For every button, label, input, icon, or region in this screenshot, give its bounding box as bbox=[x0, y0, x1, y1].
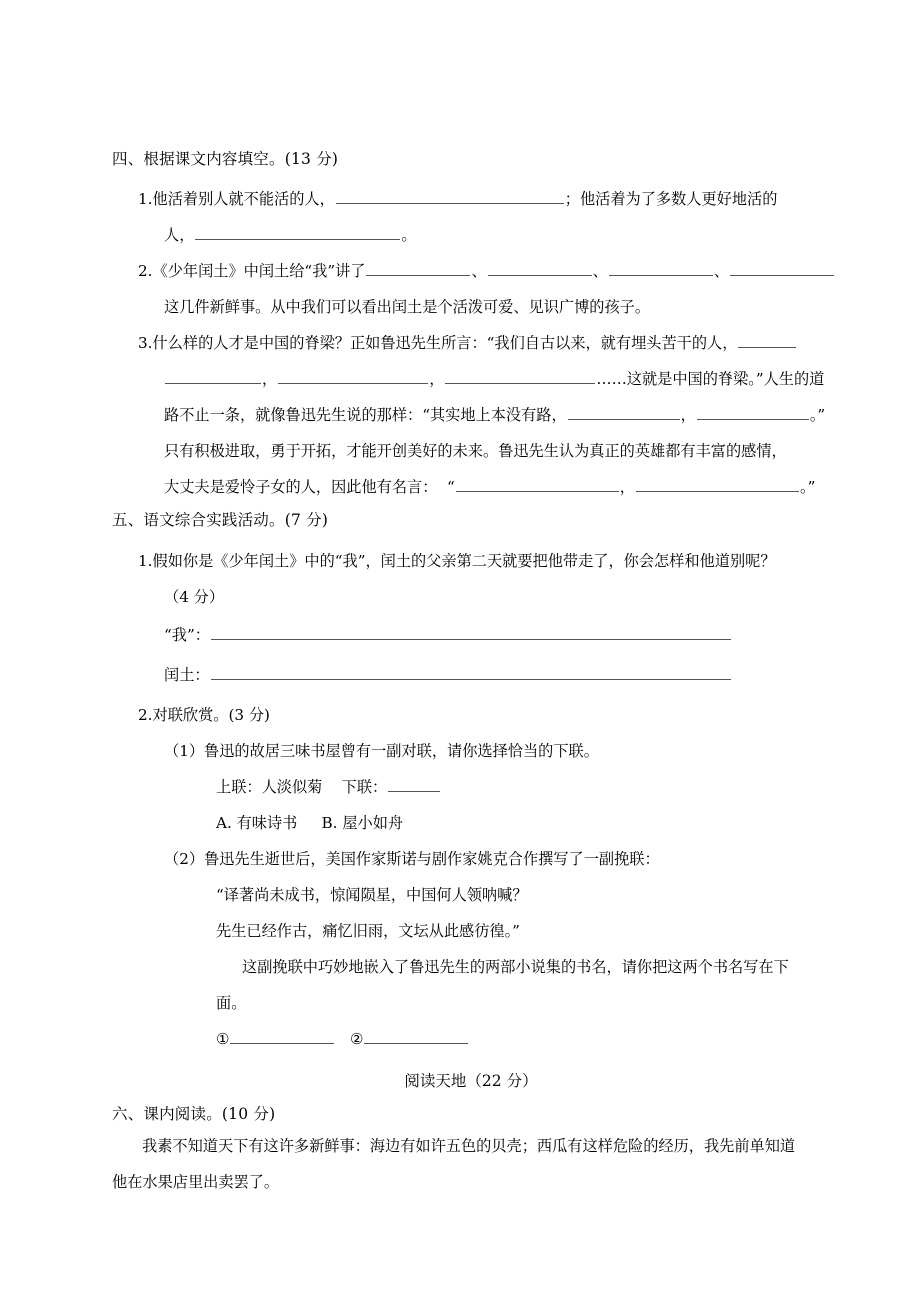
section5-answer-runtu bbox=[112, 655, 830, 695]
sub2-text: 鲁迅先生逝世后，美国作家斯诺与剧作家姚克合作撰写了一副挽联： bbox=[204, 849, 660, 868]
fill-blank[interactable] bbox=[336, 188, 564, 204]
fill-blank[interactable] bbox=[738, 332, 796, 348]
item2-number: 2. bbox=[138, 262, 153, 281]
fill-blank[interactable] bbox=[165, 368, 261, 384]
item3-text-c: 路不止一条，就像鲁迅先生说的那样：“其实地上本没有路， bbox=[164, 406, 567, 425]
sub2-instruction-line2: 面。 bbox=[216, 993, 247, 1012]
item3-number: 3. bbox=[138, 334, 153, 353]
item3-text-b: ……这就是中国的脊梁。”人生的道 bbox=[596, 370, 825, 389]
section4-item3-line5 bbox=[112, 469, 830, 505]
couplet-options-line bbox=[112, 805, 830, 841]
elegiac-couplet-line2: 先生已经作古，痛忆旧雨，文坛从此感彷徨。” bbox=[216, 921, 520, 940]
section4-item1-line2 bbox=[112, 217, 830, 253]
section-6-heading: 六、课内阅读。(10 分) bbox=[112, 1104, 276, 1123]
item3-sep-4: ， bbox=[619, 478, 635, 497]
fill-blank[interactable] bbox=[366, 260, 470, 276]
item3-sep-2: ， bbox=[429, 370, 445, 389]
item1-text-a: 他活着别人就不能活的人， bbox=[152, 190, 335, 209]
item2-text-a: 《少年闰土》中闰土给“我”讲了 bbox=[152, 262, 366, 281]
section4-item3-line2 bbox=[112, 361, 830, 397]
sub1-text: 鲁迅的故居三味书屋曾有一副对联，请你选择恰当的下联。 bbox=[204, 741, 599, 760]
section5-item1-line1 bbox=[112, 543, 830, 579]
section5-item2-title bbox=[112, 697, 830, 733]
fill-blank[interactable] bbox=[456, 476, 619, 492]
book-title-answer-line bbox=[112, 1021, 830, 1057]
section4-item2-line2: 这几件新鲜事。从中我们可以看出闰土是个活泼可爱、见识广博的孩子。 bbox=[164, 298, 650, 317]
fill-blank[interactable] bbox=[568, 404, 680, 420]
s5-item1-number: 1. bbox=[138, 551, 153, 570]
section-5-heading: 五、语文综合实践活动。(7 分) bbox=[112, 511, 329, 530]
item2-sep-2: 、 bbox=[592, 262, 608, 281]
answer-label-runtu: 闰土： bbox=[164, 665, 210, 684]
fill-blank[interactable] bbox=[445, 368, 595, 384]
item3-sep-3: ， bbox=[680, 406, 696, 425]
book-title-blank-1[interactable] bbox=[230, 1028, 334, 1044]
s5-item2-number: 2. bbox=[138, 705, 153, 724]
couplet-choice-line bbox=[112, 769, 830, 805]
answer-blank[interactable] bbox=[211, 624, 731, 640]
item3-sep-1: ， bbox=[262, 370, 278, 389]
item3-text-e: 大丈夫是爱怜子女的人，因此他有名言： bbox=[164, 478, 438, 497]
reading-passage-line2: 他在水果店里出卖罢了。 bbox=[112, 1172, 280, 1191]
sub2-label: （2） bbox=[164, 849, 205, 868]
option-b[interactable]: B. 屋小如舟 bbox=[321, 813, 404, 832]
item3-text-d: 。” bbox=[809, 406, 826, 425]
elegiac-couplet-line1: “译著尚未成书，惊闻陨星，中国何人领呐喊？ bbox=[216, 885, 528, 904]
section4-item3-line4: 只有积极进取，勇于开拓，才能开创美好的未来。鲁迅先生认为真正的英雄都有丰富的感情， bbox=[164, 442, 787, 461]
item1-text-b: ；他活着为了多数人更好地活的 bbox=[564, 190, 778, 209]
shanglian-text: 上联：人淡似菊 bbox=[216, 777, 323, 796]
circled-number-2: ② bbox=[349, 1029, 364, 1048]
option-a[interactable]: A. 有味诗书 bbox=[216, 813, 298, 832]
section-4-heading: 四、根据课文内容填空。(13 分) bbox=[112, 150, 339, 168]
section5-sub1-line bbox=[112, 733, 830, 769]
item2-sep-3: 、 bbox=[713, 262, 730, 281]
s5-item2-text: 对联欣赏。(3 分) bbox=[152, 705, 270, 724]
sub2-instruction-line1: 这副挽联中巧妙地嵌入了鲁迅先生的两部小说集的书名，请你把这两个书名写在下 bbox=[242, 957, 789, 976]
xialian-blank[interactable] bbox=[388, 776, 440, 792]
section5-answer-wo bbox=[112, 615, 830, 655]
item3-text-f: 。” bbox=[799, 478, 816, 497]
fill-blank[interactable] bbox=[488, 260, 592, 276]
item1-text-d: 。 bbox=[401, 226, 417, 245]
section4-item1-line1 bbox=[112, 181, 830, 217]
item3-text-a: 什么样的人才是中国的脊梁？正如鲁迅先生所言：“我们自古以来，就有埋头苦干的人， bbox=[152, 334, 738, 353]
quote-open: “ bbox=[447, 478, 455, 497]
section4-item2-line1 bbox=[112, 253, 830, 289]
fill-blank[interactable] bbox=[697, 404, 809, 420]
fill-blank[interactable] bbox=[195, 224, 400, 240]
fill-blank[interactable] bbox=[730, 260, 834, 276]
s5-item1-text: 假如你是《少年闰土》中的“我”，闰土的父亲第二天就要把他带走了，你会怎样和他道别呢？ bbox=[152, 551, 776, 570]
section4-item3-line3 bbox=[112, 397, 830, 433]
xialian-label: 下联： bbox=[341, 777, 388, 796]
circled-number-1: ① bbox=[216, 1029, 230, 1048]
reading-section-header: 阅读天地（22 分） bbox=[404, 1071, 538, 1090]
sub1-label: （1） bbox=[164, 741, 205, 760]
section5-item1-points: （4 分） bbox=[164, 587, 225, 606]
section5-sub2-line bbox=[112, 841, 830, 877]
item2-sep-1: 、 bbox=[471, 262, 487, 281]
fill-blank[interactable] bbox=[609, 260, 713, 276]
fill-blank[interactable] bbox=[278, 368, 428, 384]
fill-blank[interactable] bbox=[636, 476, 799, 492]
book-title-blank-2[interactable] bbox=[364, 1028, 468, 1044]
item1-number: 1. bbox=[138, 190, 153, 209]
item1-text-c: 人， bbox=[164, 226, 195, 245]
answer-label-wo: “我”： bbox=[164, 625, 210, 644]
answer-blank[interactable] bbox=[211, 664, 731, 680]
section4-item3-line1 bbox=[112, 325, 830, 361]
reading-passage-line1: 我素不知道天下有这许多新鲜事：海边有如许五色的贝壳；西瓜有这样危险的经历，我先前单知道 bbox=[142, 1136, 796, 1155]
